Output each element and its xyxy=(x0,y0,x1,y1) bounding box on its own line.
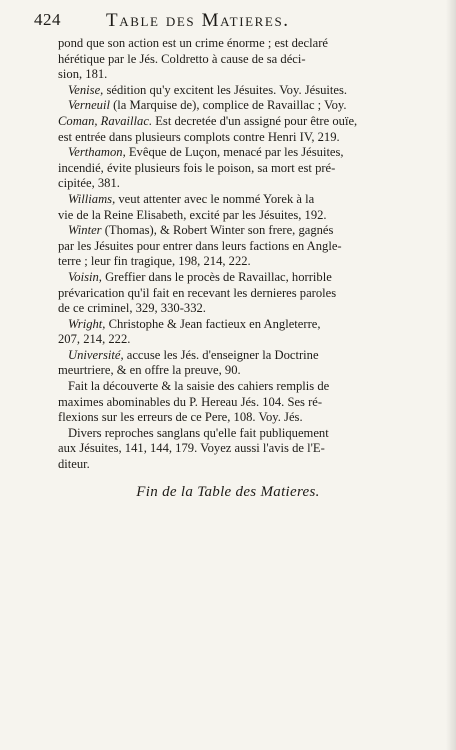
index-continuation-line xyxy=(58,176,422,192)
entry-name: Williams, xyxy=(68,191,116,206)
index-entries xyxy=(58,36,422,473)
index-continuation-line xyxy=(58,457,422,473)
entry-text: cipitée, 381. xyxy=(58,176,120,191)
entry-text: Christophe & Jean factieux en Angleterre, xyxy=(105,316,321,331)
entry-name: Wright, xyxy=(68,316,106,331)
index-entry-line xyxy=(58,348,422,364)
entry-text: (Thomas), & Robert Winter son frere, gagnés xyxy=(101,223,334,238)
index-entry-line xyxy=(58,379,422,395)
index-continuation-line xyxy=(58,286,422,302)
index-entry-line xyxy=(58,145,422,161)
index-entry-line xyxy=(58,98,422,114)
index-entry-line xyxy=(58,192,422,208)
entry-name: Winter xyxy=(68,223,102,238)
page-number: 424 xyxy=(34,10,61,29)
entry-text: diteur. xyxy=(58,457,90,472)
entry-text: hérétique par le Jés. Coldretto à cause de sa déci- xyxy=(58,51,306,66)
index-continuation-line xyxy=(58,161,422,177)
entry-text: maximes abominables du P. Hereau Jés. 104. Ses ré- xyxy=(58,394,323,409)
entry-text: incendié, évite plusieurs fois le poison, sa mort est pré- xyxy=(58,160,336,175)
index-entry-line xyxy=(58,426,422,442)
entry-name: Verneuil xyxy=(68,98,110,113)
entry-text: aux Jésuites, 141, 144, 179. Voyez aussi l'avis de l'E- xyxy=(58,441,325,456)
entry-text: 207, 214, 222. xyxy=(58,332,131,347)
entry-text: (la Marquise de), complice de Ravaillac ; Voy. xyxy=(109,98,347,113)
entry-text: pond que son action est un crime énorme ; est declaré xyxy=(58,36,328,50)
index-continuation-line xyxy=(58,332,422,348)
index-entry-line xyxy=(58,317,422,333)
end-of-table: Fin de la Table des Matieres. xyxy=(136,484,320,500)
index-entry-line xyxy=(58,83,422,99)
index-continuation-line xyxy=(58,395,422,411)
page-edge-shadow xyxy=(446,0,456,750)
entry-text: Fait la découverte & la saisie des cahiers remplis de xyxy=(68,379,330,394)
index-continuation-line xyxy=(58,36,422,52)
entry-text: accuse les Jés. d'enseigner la Doctrine xyxy=(123,347,319,362)
entry-text: vie de la Reine Elisabeth, excité par les Jésuites, 192. xyxy=(58,207,327,222)
entry-text: sédition qu'y excitent les Jésuites. Voy. Jésuites. xyxy=(103,82,348,97)
index-entry-line xyxy=(58,223,422,239)
entry-name: Coman, Ravaillac. xyxy=(58,113,153,128)
index-continuation-line xyxy=(58,301,422,317)
index-continuation-line xyxy=(58,239,422,255)
index-continuation-line xyxy=(58,410,422,426)
entry-name: Verthamon, xyxy=(68,145,126,160)
index-continuation-line xyxy=(58,52,422,68)
page-header xyxy=(34,10,422,32)
index-continuation-line xyxy=(58,363,422,379)
index-entry-line xyxy=(58,270,422,286)
index-continuation-line xyxy=(58,254,422,270)
entry-text: est entrée dans plusieurs complots contre Henri IV, 219. xyxy=(58,129,340,144)
entry-text: par les Jésuites pour entrer dans leurs factions en Angle- xyxy=(58,238,342,253)
entry-text: veut attenter avec le nommé Yorek à la xyxy=(115,191,315,206)
entry-name: Voisin, xyxy=(68,269,102,284)
entry-name: Venise, xyxy=(68,82,104,97)
entry-text: de ce criminel, 329, 330-332. xyxy=(58,301,206,316)
entry-text: terre ; leur fin tragique, 198, 214, 222. xyxy=(58,254,251,269)
running-title: Table des Matieres. xyxy=(106,10,290,31)
entry-text: sion, 181. xyxy=(58,67,108,82)
entry-text: Est decretée d'un assigné pour être ouïe, xyxy=(152,113,358,128)
entry-text: Divers reproches sanglans qu'elle fait publiquement xyxy=(68,425,329,440)
index-continuation-line xyxy=(58,441,422,457)
entry-name: Université, xyxy=(68,347,124,362)
entry-text: Greffier dans le procès de Ravaillac, horrible xyxy=(101,269,332,284)
entry-text: prévarication qu'il fait en recevant les dernieres paroles xyxy=(58,285,337,300)
index-continuation-line xyxy=(58,114,422,130)
entry-text: Evêque de Luçon, menacé par les Jésuites, xyxy=(125,145,344,160)
entry-text: meurtriere, & en offre la preuve, 90. xyxy=(58,363,241,378)
index-continuation-line xyxy=(58,67,422,83)
index-continuation-line xyxy=(58,208,422,224)
index-continuation-line xyxy=(58,130,422,146)
entry-text: flexions sur les erreurs de ce Pere, 108. Voy. Jés. xyxy=(58,410,303,425)
